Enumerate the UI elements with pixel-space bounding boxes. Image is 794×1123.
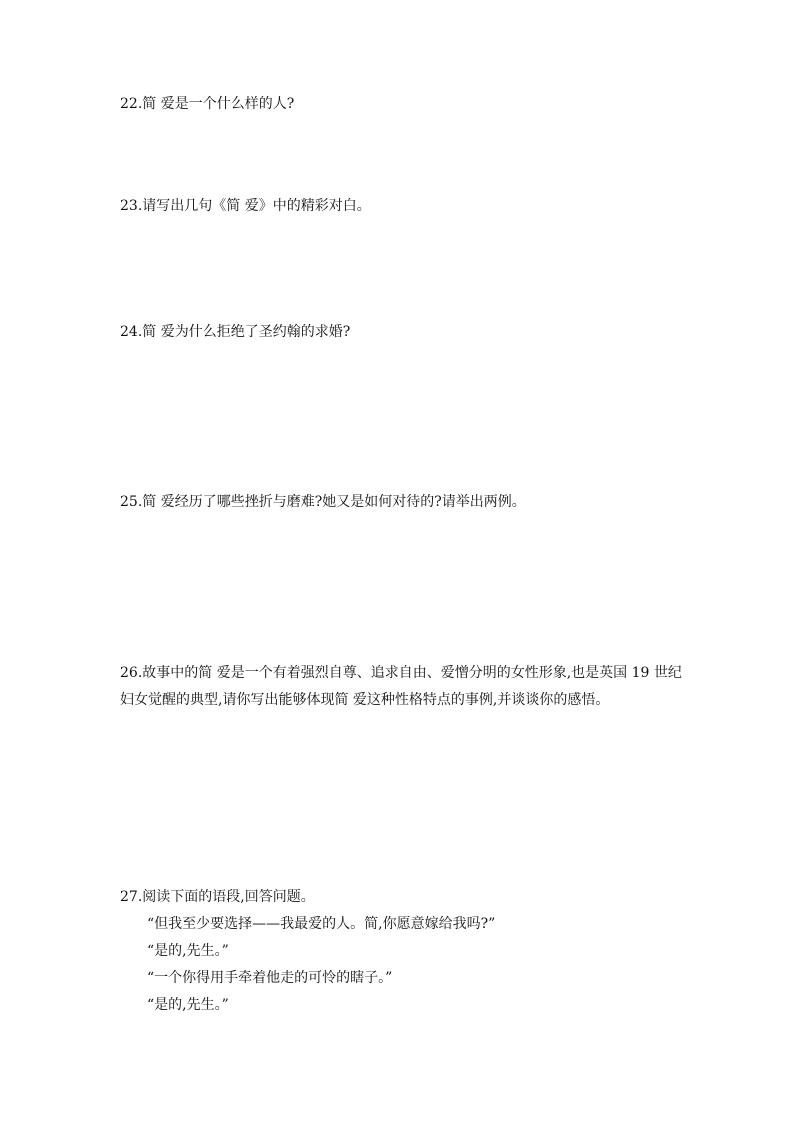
question-26-line-2: 妇女觉醒的典型,请你写出能够体现简 爱这种性格特点的事例,并谈谈你的感悟。 (120, 692, 610, 708)
passage-line-4: “是的,先生。” (147, 997, 229, 1013)
question-25: 25.简 爱经历了哪些挫折与磨难?她又是如何对待的?请举出两例。 (120, 494, 526, 510)
question-22: 22.简 爱是一个什么样的人? (120, 96, 295, 112)
passage-line-3: “一个你得用手牵着他走的可怜的瞎子。” (147, 970, 393, 986)
question-23: 23.请写出几句《简 爱》中的精彩对白。 (120, 198, 371, 214)
question-27: 27.阅读下面的语段,回答问题。 (120, 889, 315, 905)
question-24: 24.简 爱为什么拒绝了圣约翰的求婚? (120, 324, 351, 340)
passage-line-1: “但我至少要选择——我最爱的人。简,你愿意嫁给我吗?” (147, 916, 496, 932)
passage-line-2: “是的,先生。” (147, 943, 229, 959)
question-26-line-1: 26.故事中的简 爱是一个有着强烈自尊、追求自由、爱憎分明的女性形象,也是英国 19 世纪 (120, 665, 682, 681)
